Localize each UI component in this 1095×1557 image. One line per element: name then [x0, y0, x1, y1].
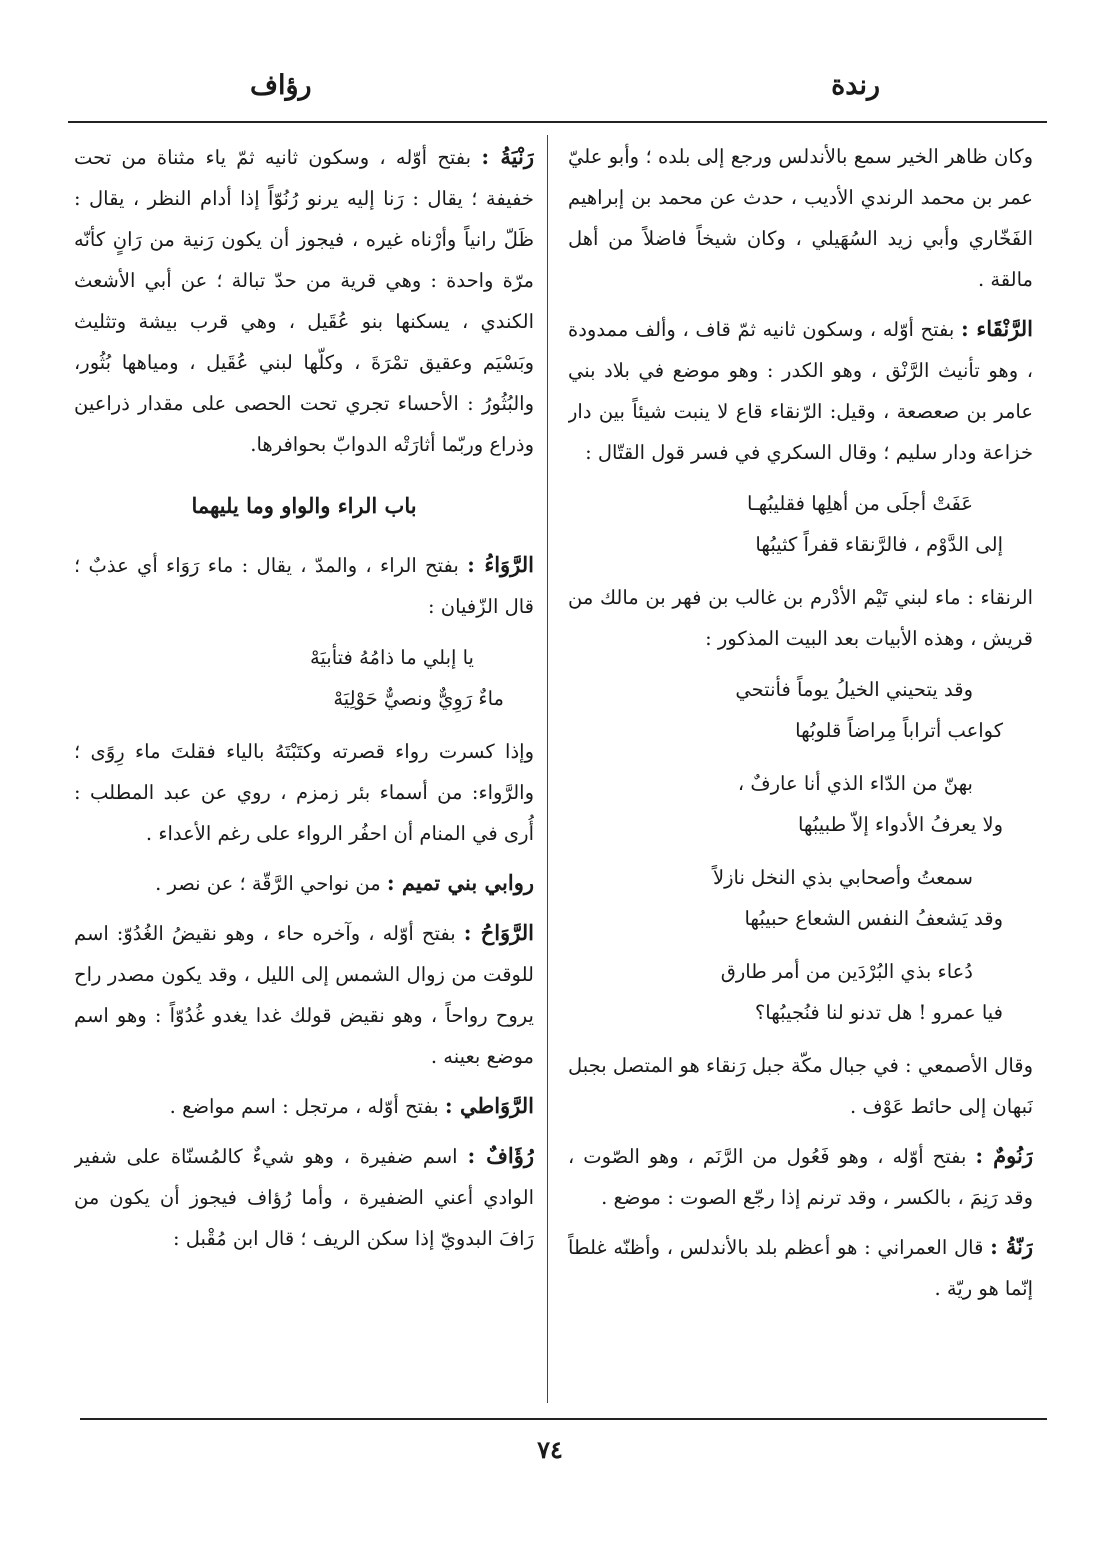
entry-alrawah [74, 912, 534, 1077]
left-column [74, 136, 534, 1406]
running-head-right: رندة [831, 70, 880, 101]
column-divider [547, 135, 548, 1403]
verse-line: دُعاء بذي البُرْدَين من أمر طارق [720, 960, 973, 983]
page-number: ٧٤ [537, 1435, 563, 1464]
verse-line: يا إبلي ما ذامُهُ فتأبيَهْ [309, 646, 474, 669]
entry-alranqaa [568, 308, 1033, 473]
entry-text: اسم ضفيرة ، وهو شيءٌ كالمُسنّاة على شفير الوادي أعني الضفيرة ، وأما رُؤاف فيجوز أن يكون من رَافَ البدويّ إذا سكن الريف ؛ قال ابن مُقْبل : [74, 1145, 534, 1250]
paragraph: وقال الأصمعي : في جبال مكّة جبل رَنقاء هو المتصل بجبل نَبهان إلى حائط عَوْف . [568, 1054, 1033, 1118]
entry-text: بفتح الراء ، والمدّ ، يقال : ماء رَوَاء أي عذبٌ ؛ قال الزّفيان : [74, 554, 534, 618]
header-rule [68, 121, 1047, 123]
verse-block [568, 669, 1033, 751]
verse-line: ماءٌ رَوِيٌّ ونصيٌّ حَوْلِيَهْ [333, 687, 504, 710]
entry-text: قال العمراني : هو أعظم بلد بالأندلس ، وأظنّه غلطاً إنّما هو ريّة . [568, 1236, 1033, 1300]
entry-headword: الرَّنْقَاء : [960, 316, 1033, 341]
paragraph: الرنقاء : ماء لبني تَيْم الأدْرم بن غالب بن فهر بن مالك من قريش ، وهذه الأبيات بعد البيت المذكور : [568, 586, 1033, 650]
entry-rawabi [74, 862, 534, 904]
verse-line: عَفَتْ أجلَى من أهلِها فقليبُهـا [746, 492, 973, 515]
entry-text: بفتح أوّله ، وهو فَعُول من الرَّنَم ، وهو الصّوت ، وقد رَنِمَ ، بالكسر ، وقد ترنم إذا رجّع الصوت : موضع . [568, 1145, 1033, 1209]
entry-headword: رُؤَافٌ : [467, 1143, 534, 1168]
entry-ranya [74, 136, 534, 465]
entry-headword: الرَّوَاحُ : [463, 920, 534, 945]
entry-text: من نواحي الرَّقّة ؛ عن نصر . [155, 872, 381, 895]
entry-headword: الرَّوَاطي : [444, 1093, 534, 1118]
entry-headword: روابي بني تميم : [386, 870, 534, 895]
footer-rule [80, 1418, 1047, 1420]
entry-headword: الرَّوَاءُ : [467, 552, 534, 577]
entry-alrawati [74, 1085, 534, 1127]
entry-text: بفتح أوّله ، وسكون ثانيه ثمّ قاف ، وألف ممدودة ، وهو تأنيث الرَّنْق ، وهو الكدر : وهو موضع في بلاد بني عامر بن صعصعة ، وقيل: الرّنقاء قاع لا ينبت شيئاً بين دار خزاعة ودار سليم ؛ وقال السكري في فسر قول القتّال : [568, 318, 1033, 464]
verse-line: وقد يَشعفُ النفس الشعاع حبيبُها [744, 907, 1003, 930]
verse-line: ولا يعرفُ الأدواء إلاّ طبيبُها [797, 813, 1003, 836]
verse-block [568, 763, 1033, 845]
entry-headword: رَنْيَةُ : [481, 144, 534, 169]
right-column [568, 136, 1033, 1406]
verse-line: إلى الدَّوْم ، فالرَّنقاء قفراً كثيبُها [755, 533, 1003, 556]
verse-line: فيا عمرو ! هل تدنو لنا فنُجيبُها؟ [754, 1001, 1003, 1024]
entry-headword: رَنُومٌ : [975, 1143, 1033, 1168]
verse-line: كواعب أتراباً مِراضاً قلوبُها [795, 719, 1003, 742]
entry-text: بفتح أوّله ، وآخره حاء ، وهو نقيضُ الغُدُوّ: اسم للوقت من زوال الشمس إلى الليل ، وقد يكون مصدر راح يروح رواحاً ، وهو نقيض قولك غدا يغدو غُدُوّاً : وهو اسم موضع بعينه . [74, 922, 534, 1068]
verse-block [568, 483, 1033, 565]
section-title: باب الراء والواو وما يليهما [191, 493, 417, 518]
entry-ranum [568, 1135, 1033, 1218]
entry-headword: رَنّةُ : [990, 1234, 1033, 1259]
entry-ruaf [74, 1135, 534, 1259]
verse-block [74, 637, 534, 719]
entry-text: بفتح أوّله ، مرتجل : اسم مواضع . [169, 1095, 439, 1118]
paragraph: وإذا كسرت رواء قصرته وكتَبْتَهُ بالياء فقلتَ ماء رِوًى ؛ والرَّواء: من أسماء بئر زمزم ، روي عن عبد المطلب : أُرى في المنام أن احفُر الرواء على رغم الأعداء . [74, 740, 534, 845]
running-head-left: رؤاف [250, 70, 312, 101]
verse-block [568, 951, 1033, 1033]
verse-line: بهنّ من الدّاء الذي أنا عارفٌ ، [737, 772, 973, 795]
entry-ranna [568, 1226, 1033, 1309]
verse-line: وقد يتحيني الخيلُ يوماً فأنتحي [735, 678, 973, 701]
entry-text: بفتح أوّله ، وسكون ثانيه ثمّ ياء مثناة من تحت خفيفة ؛ يقال : رَنا إليه يرنو رُنُوّاً إذا أدام النظر ، يقال : ظَلّ رانياً وأرْناه غيره ، فيجوز أن يكون رَنية من رَانٍ كأنّه مرّة واحدة : وهي قرية من حدّ تبالة ؛ عن أبي الأشعث الكندي ، يسكنها بنو عُقَيل ، وهي قرب بيشة وتثليث وبَسْيَم وعقيق تمْرَةَ ، وكلّها لبني عُقَيل ، ومياهها بُثُور، والبُثُورُ : الأحساء تجري تحت الحصى على مقدار ذراعين وذراع وربّما أثارَتْه الدوابّ بحوافرها. [74, 146, 534, 456]
paragraph: وكان ظاهر الخير سمع بالأندلس ورجع إلى بلده ؛ وأبو عليّ عمر بن محمد الرندي الأديب ، حدث عن محمد بن إبراهيم الفَخّاري وأبي زيد السُهَيلي ، وكان شيخاً فاضلاً من أهل مالقة . [568, 145, 1033, 291]
verse-line: سمعتُ وأصحابي بذي النخل نازلاً [713, 866, 973, 889]
entry-alrawaa [74, 544, 534, 627]
verse-block [568, 857, 1033, 939]
